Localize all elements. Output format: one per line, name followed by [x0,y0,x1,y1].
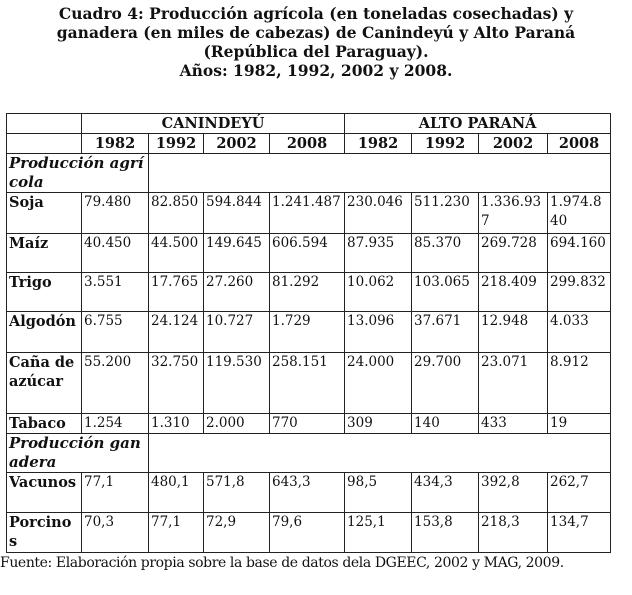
row-label: Caña de azúcar [7,353,82,414]
table-row [7,513,611,553]
year-header: 2008 [548,134,611,154]
value-cell: 1.241.487 [270,193,345,234]
year-header: 1982 [82,134,149,154]
year-header: 1992 [149,134,204,154]
table-row [7,353,611,414]
year-header-row [7,134,611,154]
table-row [7,273,611,312]
value-cell: 27.260 [204,273,270,312]
caption-line-4: Años: 1982, 1992, 2002 y 2008. [179,61,453,80]
value-cell: 643,3 [270,473,345,513]
value-cell: 10.727 [204,312,270,353]
table-row [7,414,611,434]
section-row [7,154,611,193]
row-label: Maíz [7,234,82,273]
region-header-row [7,114,611,134]
section-row [7,434,611,473]
value-cell: 98,5 [345,473,412,513]
value-cell: 17.765 [149,273,204,312]
value-cell: 79,6 [270,513,345,553]
value-cell: 77,1 [82,473,149,513]
value-cell: 13.096 [345,312,412,353]
value-cell: 149.645 [204,234,270,273]
value-cell: 140 [412,414,479,434]
value-cell: 119.530 [204,353,270,414]
caption-line-1: Cuadro 4: Producción agrícola (en toneladas cosechadas) y [58,4,574,23]
value-cell: 309 [345,414,412,434]
value-cell: 1.336.937 [479,193,548,234]
table-row [7,234,611,273]
year-header: 2008 [270,134,345,154]
value-cell: 1.729 [270,312,345,353]
value-cell: 4.033 [548,312,611,353]
row-label: Tabaco [7,414,82,434]
value-cell: 694.160 [548,234,611,273]
value-cell: 153,8 [412,513,479,553]
value-cell: 269.728 [479,234,548,273]
value-cell: 6.755 [82,312,149,353]
value-cell: 218,3 [479,513,548,553]
region-header-alto-parana: ALTO PARANÁ [345,114,611,134]
value-cell: 571,8 [204,473,270,513]
value-cell: 79.480 [82,193,149,234]
corner-cell [7,114,82,134]
value-cell: 134,7 [548,513,611,553]
value-cell: 19 [548,414,611,434]
value-cell: 81.292 [270,273,345,312]
section-filler [149,154,611,193]
value-cell: 480,1 [149,473,204,513]
year-header: 1992 [412,134,479,154]
value-cell: 55.200 [82,353,149,414]
corner-cell [7,134,82,154]
value-cell: 87.935 [345,234,412,273]
value-cell: 299.832 [548,273,611,312]
value-cell: 433 [479,414,548,434]
value-cell: 511.230 [412,193,479,234]
row-label: Trigo [7,273,82,312]
value-cell: 262,7 [548,473,611,513]
row-label: Soja [7,193,82,234]
value-cell: 44.500 [149,234,204,273]
value-cell: 29.700 [412,353,479,414]
value-cell: 40.450 [82,234,149,273]
value-cell: 8.912 [548,353,611,414]
caption-line-2: ganadera (en miles de cabezas) de Canindeyú y Alto Paraná [56,23,576,42]
table-caption [0,4,632,80]
value-cell: 37.671 [412,312,479,353]
value-cell: 72,9 [204,513,270,553]
value-cell: 77,1 [149,513,204,553]
value-cell: 2.000 [204,414,270,434]
year-header: 2002 [204,134,270,154]
value-cell: 1.974.840 [548,193,611,234]
source-note: Fuente: Elaboración propia sobre la base de datos dela DGEEC, 2002 y MAG, 2009. [0,555,564,571]
value-cell: 85.370 [412,234,479,273]
region-header-canindeyu: CANINDEYÚ [82,114,345,134]
row-label: Algodón [7,312,82,353]
section-filler [149,434,611,473]
value-cell: 10.062 [345,273,412,312]
section-label: Producción agrícola [7,154,149,193]
value-cell: 434,3 [412,473,479,513]
value-cell: 770 [270,414,345,434]
value-cell: 3.551 [82,273,149,312]
year-header: 1982 [345,134,412,154]
value-cell: 594.844 [204,193,270,234]
value-cell: 23.071 [479,353,548,414]
value-cell: 24.124 [149,312,204,353]
value-cell: 1.254 [82,414,149,434]
production-table [6,113,611,553]
year-header: 2002 [479,134,548,154]
table-row [7,312,611,353]
table-row [7,193,611,234]
value-cell: 230.046 [345,193,412,234]
row-label: Vacunos [7,473,82,513]
value-cell: 82.850 [149,193,204,234]
value-cell: 218.409 [479,273,548,312]
value-cell: 12.948 [479,312,548,353]
value-cell: 32.750 [149,353,204,414]
row-label: Porcinos [7,513,82,553]
table-row [7,473,611,513]
value-cell: 258.151 [270,353,345,414]
value-cell: 103.065 [412,273,479,312]
value-cell: 125,1 [345,513,412,553]
value-cell: 392,8 [479,473,548,513]
value-cell: 1.310 [149,414,204,434]
section-label: Producción ganadera [7,434,149,473]
value-cell: 24.000 [345,353,412,414]
caption-line-3: (República del Paraguay). [203,42,429,61]
value-cell: 70,3 [82,513,149,553]
value-cell: 606.594 [270,234,345,273]
